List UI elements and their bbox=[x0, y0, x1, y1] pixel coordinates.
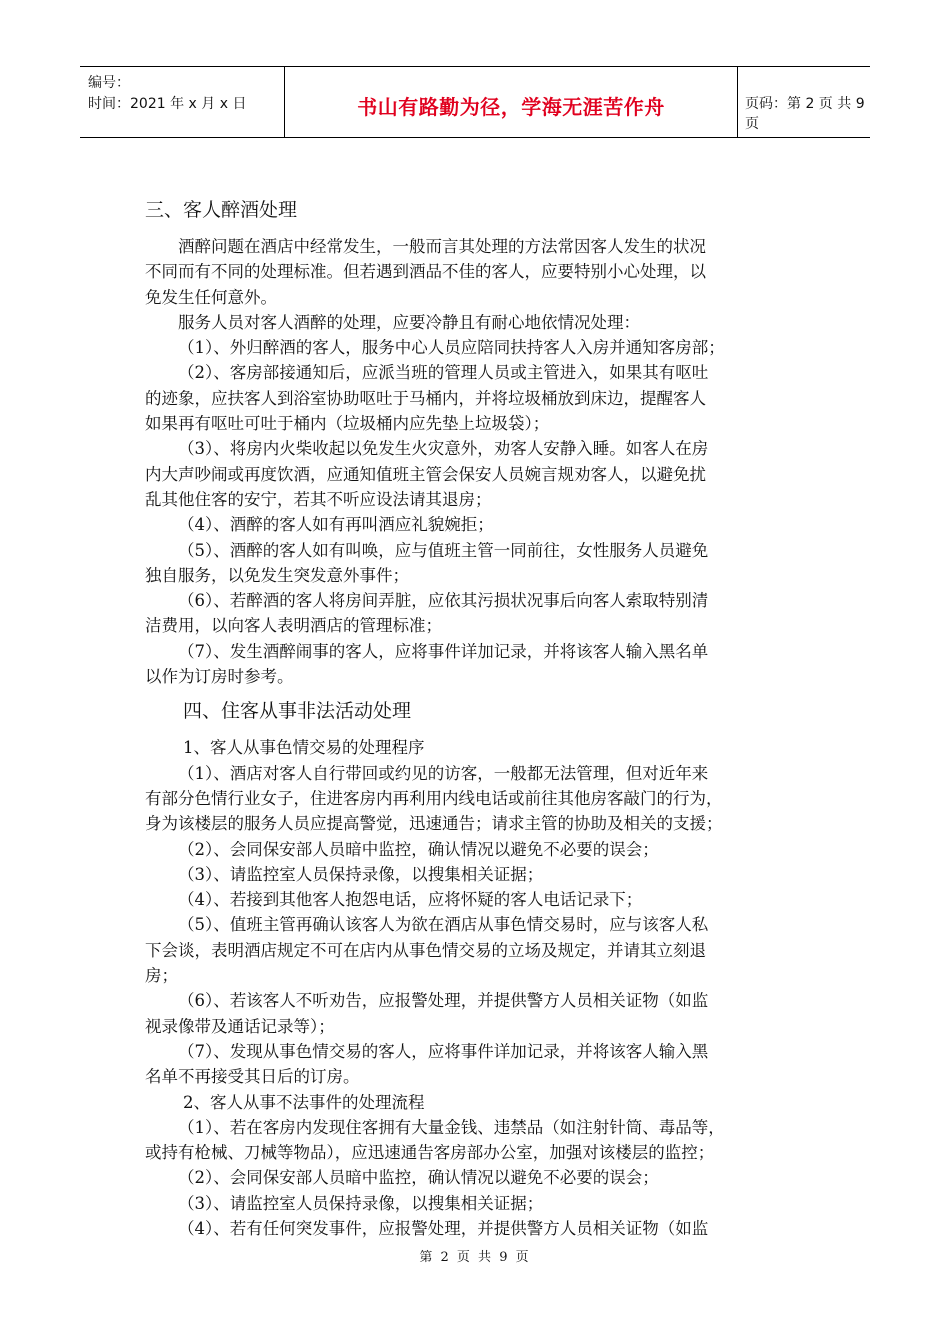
paragraph-line: （2）、客房部接通知后，应派当班的管理人员或主管进入，如果其有呕吐 bbox=[178, 363, 709, 383]
paragraph-line: 如果再有呕吐可吐于桶内（垃圾桶内应先垫上垃圾袋）； bbox=[145, 414, 550, 434]
paragraph-line: （3）、将房内火柴收起以免发生火灾意外，劝客人安静入睡。如客人在房 bbox=[178, 439, 709, 459]
document-body bbox=[145, 196, 805, 1241]
header-left-cell bbox=[80, 67, 284, 137]
paragraph-line: （4）、若接到其他客人抱怨电话，应将怀疑的客人电话记录下； bbox=[178, 890, 643, 910]
header-motto-cell bbox=[284, 67, 738, 137]
section-3-heading: 三、客人醉酒处理 bbox=[145, 199, 298, 221]
document-date-label: 时间：2021 年 x 月 x 日 bbox=[88, 96, 247, 112]
paragraph-line: 免发生任何意外。 bbox=[145, 287, 277, 307]
paragraph-line: 身为该楼层的服务人员应提高警觉，迅速通告；请求主管的协助及相关的支援； bbox=[145, 814, 723, 834]
subsection-2-heading: 2、客人从事不法事件的处理流程 bbox=[183, 1092, 425, 1112]
header-page-label: 页码：第 2 页 共 9 页 bbox=[745, 96, 865, 132]
paragraph-line: 以作为订房时参考。 bbox=[145, 667, 294, 687]
paragraph-line: （2）、会同保安部人员暗中监控，确认情况以避免不必要的误会； bbox=[178, 839, 659, 859]
paragraph-line: 乱其他住客的安宁，若其不听应设法请其退房； bbox=[145, 489, 492, 509]
paragraph-line: （7）、发生酒醉闹事的客人，应将事件详加记录，并将该客人输入黑名单 bbox=[178, 641, 709, 661]
document-number-label: 编号： bbox=[88, 75, 130, 91]
paragraph-line: 酒醉问题在酒店中经常发生，一般而言其处理的方法常因客人发生的状况 bbox=[178, 237, 706, 256]
paragraph-line: 名单不再接受其日后的订房。 bbox=[145, 1067, 360, 1087]
paragraph-line: 房； bbox=[145, 966, 178, 986]
paragraph-line: （1）、若在客房内发现住客拥有大量金钱、违禁品（如注射针筒、毒品等， bbox=[178, 1117, 725, 1137]
subsection-1-heading: 1、客人从事色情交易的处理程序 bbox=[183, 738, 425, 758]
paragraph-line: （7）、发现从事色情交易的客人，应将事件详加记录，并将该客人输入黑 bbox=[178, 1041, 709, 1061]
paragraph-line: （3）、请监控室人员保持录像，以搜集相关证据； bbox=[178, 864, 544, 884]
paragraph-line: 的迹象，应扶客人到浴室协助呕吐于马桶内，并将垃圾桶放到床边，提醒客人 bbox=[145, 388, 706, 408]
paragraph-line: 视录像带及通话记录等）； bbox=[145, 1016, 335, 1036]
paragraph-line: （1）、外归醉酒的客人，服务中心人员应陪同扶持客人入房并通知客房部； bbox=[178, 338, 725, 358]
page-footer-number: 第 2 页 共 9 页 bbox=[419, 1250, 531, 1265]
paragraph-line: （4）、酒醉的客人如有再叫酒应礼貌婉拒； bbox=[178, 515, 494, 535]
paragraph-line: 独自服务，以免发生突发意外事件； bbox=[145, 565, 409, 585]
paragraph-line: （6）、若醉酒的客人将房间弄脏，应依其污损状况事后向客人索取特别清 bbox=[178, 591, 709, 611]
paragraph-line: （1）、酒店对客人自行带回或约见的访客，一般都无法管理，但对近年来 bbox=[178, 763, 709, 783]
paragraph-line: （6）、若该客人不听劝告，应报警处理，并提供警方人员相关证物（如监 bbox=[178, 991, 709, 1011]
paragraph-line: 不同而有不同的处理标准。但若遇到酒品不佳的客人，应要特别小心处理，以 bbox=[145, 262, 706, 282]
paragraph-line: （2）、会同保安部人员暗中监控，确认情况以避免不必要的误会； bbox=[178, 1168, 659, 1188]
page-header bbox=[80, 66, 870, 138]
header-motto: 书山有路勤为径，学海无涯苦作舟 bbox=[357, 95, 665, 119]
paragraph-line: 有部分色情行业女子，住进客房内再利用内线电话或前往其他房客敲门的行为， bbox=[145, 788, 723, 808]
paragraph-line: 内大声吵闹或再度饮酒，应通知值班主管会保安人员婉言规劝客人，以避免扰 bbox=[145, 464, 706, 484]
paragraph-line: （3）、请监控室人员保持录像，以搜集相关证据； bbox=[178, 1193, 544, 1213]
section-4-heading: 四、住客从事非法活动处理 bbox=[183, 700, 412, 723]
paragraph-line: 下会谈，表明酒店规定不可在店内从事色情交易的立场及规定，并请其立刻退 bbox=[145, 940, 706, 960]
header-right-cell bbox=[737, 67, 870, 137]
paragraph-line: （4）、若有任何突发事件，应报警处理，并提供警方人员相关证物（如监 bbox=[178, 1218, 709, 1238]
paragraph-line: 或持有枪械、刀械等物品），应迅速通告客房部办公室，加强对该楼层的监控； bbox=[145, 1143, 715, 1163]
paragraph-line: 服务人员对客人酒醉的处理，应要冷静且有耐心地依情况处理： bbox=[178, 312, 640, 332]
paragraph-line: （5）、酒醉的客人如有叫唤，应与值班主管一同前往，女性服务人员避免 bbox=[178, 540, 709, 560]
paragraph-line: 洁费用，以向客人表明酒店的管理标准； bbox=[145, 616, 442, 636]
paragraph-line: （5）、值班主管再确认该客人为欲在酒店从事色情交易时，应与该客人私 bbox=[178, 915, 709, 935]
